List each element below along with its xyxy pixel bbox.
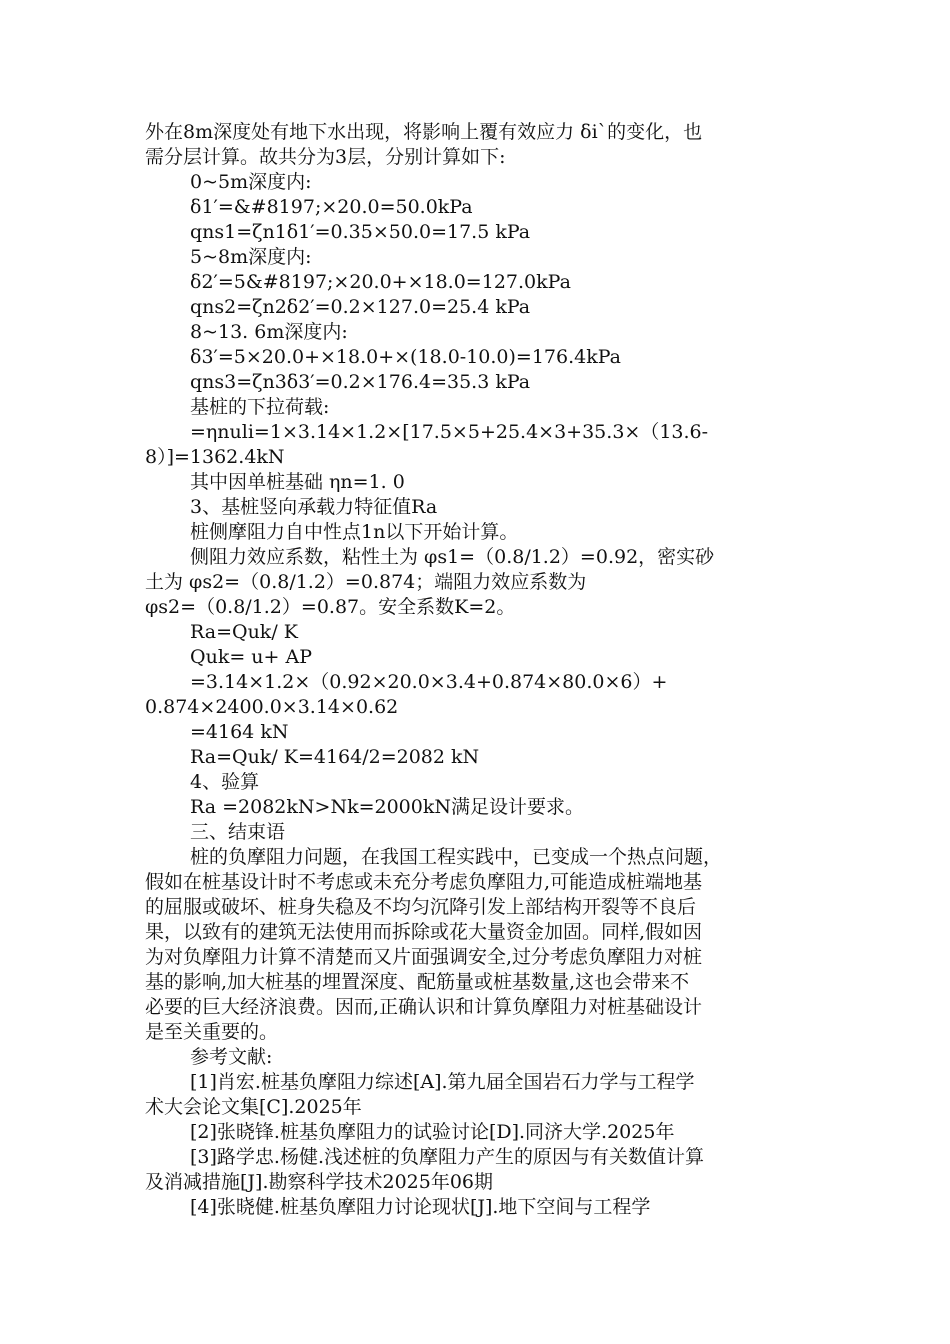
text-line: 4、验算 [190, 771, 260, 793]
text-line: 0~5m深度内: [190, 171, 312, 193]
text-line: 及消减措施[J].勘察科学技术2025年06期 [145, 1171, 494, 1193]
text-line: =4164 kN [190, 721, 289, 743]
body-text [145, 120, 810, 1220]
text-line: qns2=ζn2δ2′=0.2×127.0=25.4 kPa [190, 296, 531, 318]
text-line: 5~8m深度内: [190, 246, 312, 268]
text-line: Ra=Quk/ K [190, 621, 298, 643]
text-line: =ηnuli=1×3.14×1.2×[17.5×5+25.4×3+35.3×（13.6- [190, 421, 709, 443]
text-line: 8~13. 6m深度内: [190, 321, 348, 343]
text-line: 是至关重要的。 [145, 1021, 279, 1043]
text-line: 8）]=1362.4kN [145, 446, 285, 468]
text-line: qns3=ζn3δ3′=0.2×176.4=35.3 kPa [190, 371, 531, 393]
text-line: 0.874×2400.0×3.14×0.62 [145, 696, 399, 718]
text-line: 基桩的下拉荷载: [190, 396, 330, 418]
text-line: 需分层计算。故共分为3层，分别计算如下: [145, 146, 506, 168]
text-line: δ1′=&#8197;×20.0=50.0kPa [190, 196, 473, 218]
text-line: δ2′=5&#8197;×20.0+×18.0=127.0kPa [190, 271, 571, 293]
text-line: 外在8m深度处有地下水出现，将影响上覆有效应力 δi`的变化，也 [145, 121, 703, 143]
text-line: 假如在桩基设计时不考虑或未充分考虑负摩阻力,可能造成桩端地基 [145, 871, 703, 893]
text-line: 参考文献: [190, 1046, 273, 1068]
text-line: [2]张晓锋.桩基负摩阻力的试验讨论[D].同济大学.2025年 [190, 1121, 675, 1143]
text-line: 土为 φs2=（0.8/1.2）=0.874；端阻力效应系数为 [145, 571, 587, 593]
text-line: Quk= u+ AP [190, 646, 312, 668]
text-line: 侧阻力效应系数，粘性土为 φs1=（0.8/1.2）=0.92，密实砂 [190, 546, 715, 568]
text-line: 其中因单桩基础 ηn=1. 0 [190, 471, 405, 493]
text-line: qns1=ζn1δ1′=0.35×50.0=17.5 kPa [190, 221, 531, 243]
text-line: [3]路学忠.杨健.浅述桩的负摩阻力产生的原因与有关数值计算 [190, 1146, 704, 1168]
text-line: 基的影响,加大桩基的埋置深度、配筋量或桩基数量,这也会带来不 [145, 971, 690, 993]
text-line: 为对负摩阻力计算不清楚而又片面强调安全,过分考虑负摩阻力对桩 [145, 946, 703, 968]
text-line: 桩侧摩阻力自中性点1n以下开始计算。 [190, 521, 519, 543]
text-line: =3.14×1.2×（0.92×20.0×3.4+0.874×80.0×6）+ [190, 671, 668, 693]
text-line: 必要的巨大经济浪费。因而,正确认识和计算负摩阻力对桩基础设计 [145, 996, 703, 1018]
text-line: 三、结束语 [190, 821, 286, 843]
text-line: 果，以致有的建筑无法使用而拆除或花大量资金加固。同样,假如因 [145, 921, 703, 943]
text-line: Ra=Quk/ K=4164/2=2082 kN [190, 746, 480, 768]
text-line: 的屈服或破坏、桩身失稳及不均匀沉降引发上部结构开裂等不良后 [145, 896, 697, 918]
text-line: 3、基桩竖向承载力特征值Ra [190, 496, 438, 518]
text-line: [4]张晓健.桩基负摩阻力讨论现状[J].地下空间与工程学 [190, 1196, 651, 1218]
text-line: Ra =2082kN>Nk=2000kN满足设计要求。 [190, 796, 584, 818]
text-line: 桩的负摩阻力问题，在我国工程实践中，已变成一个热点问题， [190, 846, 723, 868]
text-line: φs2=（0.8/1.2）=0.87。安全系数K=2。 [145, 596, 516, 618]
text-line: δ3′=5×20.0+×18.0+×(18.0-10.0)=176.4kPa [190, 346, 621, 368]
text-line: 术大会论文集[C].2025年 [145, 1096, 362, 1118]
text-line: [1]肖宏.桩基负摩阻力综述[A].第九届全国岩石力学与工程学 [190, 1071, 695, 1093]
